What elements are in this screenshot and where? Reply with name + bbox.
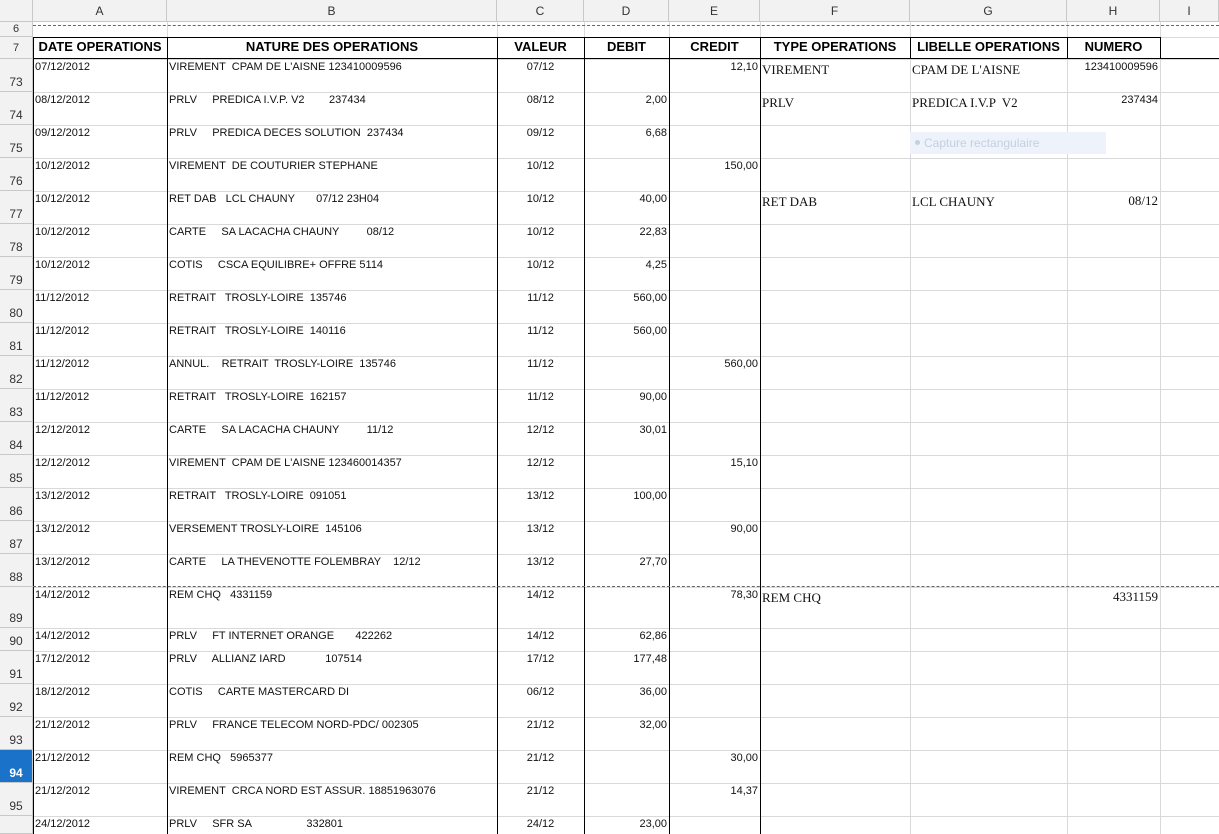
cell-valeur-row-90[interactable]: 14/12	[526, 630, 555, 642]
cell-valeur-row-83[interactable]: 11/12	[527, 391, 554, 403]
cell-libelle-row-77[interactable]: LCL CHAUNY	[912, 194, 995, 209]
cell-credit-row-94[interactable]: 30,00	[730, 752, 758, 764]
cell-valeur-row-80[interactable]: 11/12	[527, 292, 554, 304]
row-header-86[interactable]: 86	[0, 488, 33, 521]
cell-numero-row-89[interactable]: 4331159	[1112, 589, 1158, 604]
cell-nature-row-77[interactable]: RET DAB LCL CHAUNY 07/12 23H04	[169, 193, 380, 205]
cell-debit-row-83[interactable]: 90,00	[639, 391, 667, 403]
cell-libelle-row-73[interactable]: CPAM DE L'AISNE	[912, 62, 1021, 77]
cell-credit-row-89[interactable]: 78,30	[730, 589, 758, 601]
cell-valeur-row-82[interactable]: 11/12	[527, 358, 554, 370]
cell-libelle-row-74[interactable]: PREDICA I.V.P V2	[912, 95, 1018, 110]
row-header-84[interactable]: 84	[0, 422, 33, 455]
cell-credit-row-85[interactable]: 15,10	[730, 457, 758, 469]
column-header-f[interactable]: F	[760, 0, 910, 22]
cell-type-row-74[interactable]: PRLV	[762, 95, 795, 110]
cell-nature-row-87[interactable]: VERSEMENT TROSLY-LOIRE 145106	[169, 523, 362, 535]
row-header-7[interactable]: 7	[0, 37, 33, 59]
cell-date-row-76[interactable]: 10/12/2012	[35, 160, 91, 172]
cell-credit-row-95[interactable]: 14,37	[730, 785, 758, 797]
cell-date-row-87[interactable]: 13/12/2012	[35, 523, 91, 535]
row-header-73[interactable]: 73	[0, 59, 33, 92]
cell-valeur-row-84[interactable]: 12/12	[526, 424, 555, 436]
gridline-v	[1160, 22, 1161, 834]
column-header-g[interactable]: G	[910, 0, 1067, 22]
cell-nature-row-81[interactable]: RETRAIT TROSLY-LOIRE 140116	[169, 325, 346, 337]
row-header-74[interactable]: 74	[0, 92, 33, 125]
cell-credit-row-82[interactable]: 560,00	[724, 358, 758, 370]
cell-nature-row-78[interactable]: CARTE SA LACACHA CHAUNY 08/12	[169, 226, 395, 238]
cell-debit-row-77[interactable]: 40,00	[639, 193, 667, 205]
table-column-border	[669, 37, 670, 834]
cell-valeur-row-86[interactable]: 13/12	[526, 490, 555, 502]
cell-date-row-90[interactable]: 14/12/2012	[35, 630, 91, 642]
cell-date-row-93[interactable]: 21/12/2012	[35, 719, 91, 731]
column-header-e[interactable]: E	[669, 0, 760, 22]
row-header-91[interactable]: 91	[0, 651, 33, 684]
cell-date-row-86[interactable]: 13/12/2012	[35, 490, 91, 502]
cell-valeur-row-74[interactable]: 08/12	[526, 94, 555, 106]
cell-date-row-77[interactable]: 10/12/2012	[35, 193, 91, 205]
page-break-line-top	[33, 25, 1219, 26]
cell-valeur-row-75[interactable]: 09/12	[526, 127, 555, 139]
row-header-next[interactable]	[0, 816, 33, 834]
row-header-85[interactable]: 85	[0, 455, 33, 488]
cell-type-row-73[interactable]: VIREMENT	[762, 62, 830, 77]
cell-nature-row-75[interactable]: PRLV PREDICA DECES SOLUTION 237434	[169, 127, 404, 139]
cell-valeur-row-94[interactable]: 21/12	[526, 752, 555, 764]
header-numero: NUMERO	[1084, 39, 1143, 54]
row-header-77[interactable]: 77	[0, 191, 33, 224]
cell-date-row-74[interactable]: 08/12/2012	[35, 94, 91, 106]
cell-debit-row-84[interactable]: 30,01	[639, 424, 667, 436]
cell-nature-row-83[interactable]: RETRAIT TROSLY-LOIRE 162157	[169, 391, 347, 403]
row-header-81[interactable]: 81	[0, 323, 33, 356]
row-header-90[interactable]: 90	[0, 628, 33, 651]
cell-valeur-row-73[interactable]: 07/12	[526, 61, 555, 73]
cell-valeur-row-95[interactable]: 21/12	[526, 785, 555, 797]
cell-nature-row-76[interactable]: VIREMENT DE COUTURIER STEPHANE	[169, 160, 378, 172]
cell-nature-row-82[interactable]: ANNUL. RETRAIT TROSLY-LOIRE 135746	[169, 358, 397, 370]
cell-date-row-81[interactable]: 11/12/2012	[35, 325, 90, 337]
cell-valeur-row-91[interactable]: 17/12	[526, 653, 555, 665]
cell-debit-row-90[interactable]: 62,86	[639, 630, 667, 642]
cell-nature-row-94[interactable]: REM CHQ 5965377	[169, 752, 273, 764]
cell-nature-row-93[interactable]: PRLV FRANCE TELECOM NORD-PDC/ 002305	[169, 719, 419, 731]
cell-valeur-row-79[interactable]: 10/12	[526, 259, 555, 271]
cell-date-row-83[interactable]: 11/12/2012	[35, 391, 90, 403]
cell-nature-row-84[interactable]: CARTE SA LACACHA CHAUNY 11/12	[169, 424, 394, 436]
capture-tooltip-label: Capture rectangulaire	[924, 136, 1040, 150]
cell-date-row-92[interactable]: 18/12/2012	[35, 686, 91, 698]
cell-debit-row-next[interactable]: 23,00	[639, 818, 667, 830]
cell-numero-row-74[interactable]: 237434	[1121, 94, 1158, 106]
row-header-89[interactable]: 89	[0, 587, 33, 628]
cell-valeur-row-81[interactable]: 11/12	[527, 325, 554, 337]
cell-debit-row-80[interactable]: 560,00	[633, 292, 667, 304]
row-header-83[interactable]: 83	[0, 389, 33, 422]
cell-nature-row-85[interactable]: VIREMENT CPAM DE L'AISNE 123460014357	[169, 457, 402, 469]
cell-type-row-89[interactable]: REM CHQ	[762, 590, 821, 605]
record-dot-icon	[915, 140, 920, 145]
cell-valeur-row-87[interactable]: 13/12	[526, 523, 555, 535]
cell-debit-row-78[interactable]: 22,83	[639, 226, 667, 238]
column-header-i[interactable]: I	[1160, 0, 1219, 22]
table-header-border	[1160, 37, 1161, 59]
capture-tooltip	[910, 132, 1106, 154]
cell-nature-row-95[interactable]: VIREMENT CRCA NORD EST ASSUR. 18851963076	[169, 785, 436, 797]
cell-valeur-row-92[interactable]: 06/12	[526, 686, 555, 698]
row-header-79[interactable]: 79	[0, 257, 33, 290]
cell-numero-row-73[interactable]: 123410009596	[1084, 61, 1158, 73]
row-header-87[interactable]: 87	[0, 521, 33, 554]
cell-debit-row-92[interactable]: 36,00	[639, 686, 667, 698]
column-header-c[interactable]: C	[497, 0, 584, 22]
cell-date-row-78[interactable]: 10/12/2012	[35, 226, 91, 238]
cell-date-row-88[interactable]: 13/12/2012	[35, 556, 91, 568]
cell-credit-row-73[interactable]: 12,10	[730, 61, 758, 73]
cell-valeur-row-89[interactable]: 14/12	[526, 589, 555, 601]
cell-debit-row-75[interactable]: 6,68	[645, 127, 667, 139]
cell-valeur-row-76[interactable]: 10/12	[526, 160, 555, 172]
cell-valeur-row-85[interactable]: 12/12	[526, 457, 555, 469]
header-nature: NATURE DES OPERATIONS	[245, 39, 419, 54]
cell-nature-row-92[interactable]: COTIS CARTE MASTERCARD DI	[169, 686, 350, 698]
cell-nature-row-79[interactable]: COTIS CSCA EQUILIBRE+ OFFRE 5114	[169, 259, 384, 271]
column-header-a[interactable]: A	[33, 0, 167, 22]
cell-debit-row-79[interactable]: 4,25	[645, 259, 667, 271]
row-header-92[interactable]: 92	[0, 684, 33, 717]
cell-nature-row-80[interactable]: RETRAIT TROSLY-LOIRE 135746	[169, 292, 347, 304]
header-credit: CREDIT	[690, 39, 739, 54]
header-debit: DEBIT	[607, 39, 646, 54]
header-valeur: VALEUR	[514, 39, 567, 54]
header-type: TYPE OPERATIONS	[773, 39, 897, 54]
cell-valeur-row-93[interactable]: 21/12	[526, 719, 555, 731]
row-header-93[interactable]: 93	[0, 717, 33, 750]
cell-nature-row-74[interactable]: PRLV PREDICA I.V.P. V2 237434	[169, 94, 366, 106]
cell-numero-row-77[interactable]: 08/12	[1128, 193, 1158, 208]
row-header-80[interactable]: 80	[0, 290, 33, 323]
column-header-h[interactable]: H	[1067, 0, 1160, 22]
row-header-75[interactable]: 75	[0, 125, 33, 158]
cell-date-row-84[interactable]: 12/12/2012	[35, 424, 91, 436]
row-header-76[interactable]: 76	[0, 158, 33, 191]
cell-date-row-91[interactable]: 17/12/2012	[35, 653, 91, 665]
cell-date-row-89[interactable]: 14/12/2012	[35, 589, 91, 601]
row-header-78[interactable]: 78	[0, 224, 33, 257]
table-column-border	[760, 37, 761, 834]
cell-nature-row-91[interactable]: PRLV ALLIANZ IARD 107514	[169, 653, 362, 665]
row-header-82[interactable]: 82	[0, 356, 33, 389]
row-header-6[interactable]: 6	[0, 22, 33, 37]
row-header-94[interactable]: 94	[0, 750, 33, 783]
cell-date-row-85[interactable]: 12/12/2012	[35, 457, 91, 469]
cell-valeur-row-77[interactable]: 10/12	[526, 193, 555, 205]
cell-debit-row-88[interactable]: 27,70	[639, 556, 667, 568]
cell-valeur-row-88[interactable]: 13/12	[526, 556, 555, 568]
cell-date-row-next[interactable]: 24/12/2012	[35, 818, 91, 830]
cell-nature-row-73[interactable]: VIREMENT CPAM DE L'AISNE 123410009596	[169, 61, 402, 73]
cell-valeur-row-next[interactable]: 24/12	[526, 818, 555, 830]
cell-date-row-80[interactable]: 11/12/2012	[35, 292, 90, 304]
select-all-corner[interactable]	[0, 0, 33, 22]
cell-date-row-75[interactable]: 09/12/2012	[35, 127, 91, 139]
cell-nature-row-88[interactable]: CARTE LA THEVENOTTE FOLEMBRAY 12/12	[169, 556, 421, 568]
cell-debit-row-91[interactable]: 177,48	[633, 653, 667, 665]
cell-debit-row-86[interactable]: 100,00	[633, 490, 667, 502]
cell-type-row-77[interactable]: RET DAB	[762, 194, 818, 209]
cell-nature-row-89[interactable]: REM CHQ 4331159	[169, 589, 273, 601]
cell-credit-row-76[interactable]: 150,00	[724, 160, 758, 172]
cell-debit-row-81[interactable]: 560,00	[633, 325, 667, 337]
cell-nature-row-86[interactable]: RETRAIT TROSLY-LOIRE 091051	[169, 490, 347, 502]
cell-credit-row-87[interactable]: 90,00	[730, 523, 758, 535]
cell-date-row-73[interactable]: 07/12/2012	[35, 61, 91, 73]
header-libelle: LIBELLE OPERATIONS	[917, 39, 1060, 54]
cell-nature-row-90[interactable]: PRLV FT INTERNET ORANGE 422262	[169, 630, 393, 642]
header-date: DATE OPERATIONS	[38, 39, 162, 54]
row-header-88[interactable]: 88	[0, 554, 33, 587]
column-header-d[interactable]: D	[584, 0, 669, 22]
cell-date-row-82[interactable]: 11/12/2012	[35, 358, 90, 370]
cell-date-row-95[interactable]: 21/12/2012	[35, 785, 91, 797]
cell-debit-row-74[interactable]: 2,00	[645, 94, 667, 106]
row-header-95[interactable]: 95	[0, 783, 33, 816]
cell-debit-row-93[interactable]: 32,00	[639, 719, 667, 731]
column-header-b[interactable]: B	[167, 0, 497, 22]
cell-date-row-79[interactable]: 10/12/2012	[35, 259, 91, 271]
cell-nature-row-next[interactable]: PRLV SFR SA 332801	[169, 818, 344, 830]
cell-valeur-row-78[interactable]: 10/12	[526, 226, 555, 238]
cell-date-row-94[interactable]: 21/12/2012	[35, 752, 91, 764]
